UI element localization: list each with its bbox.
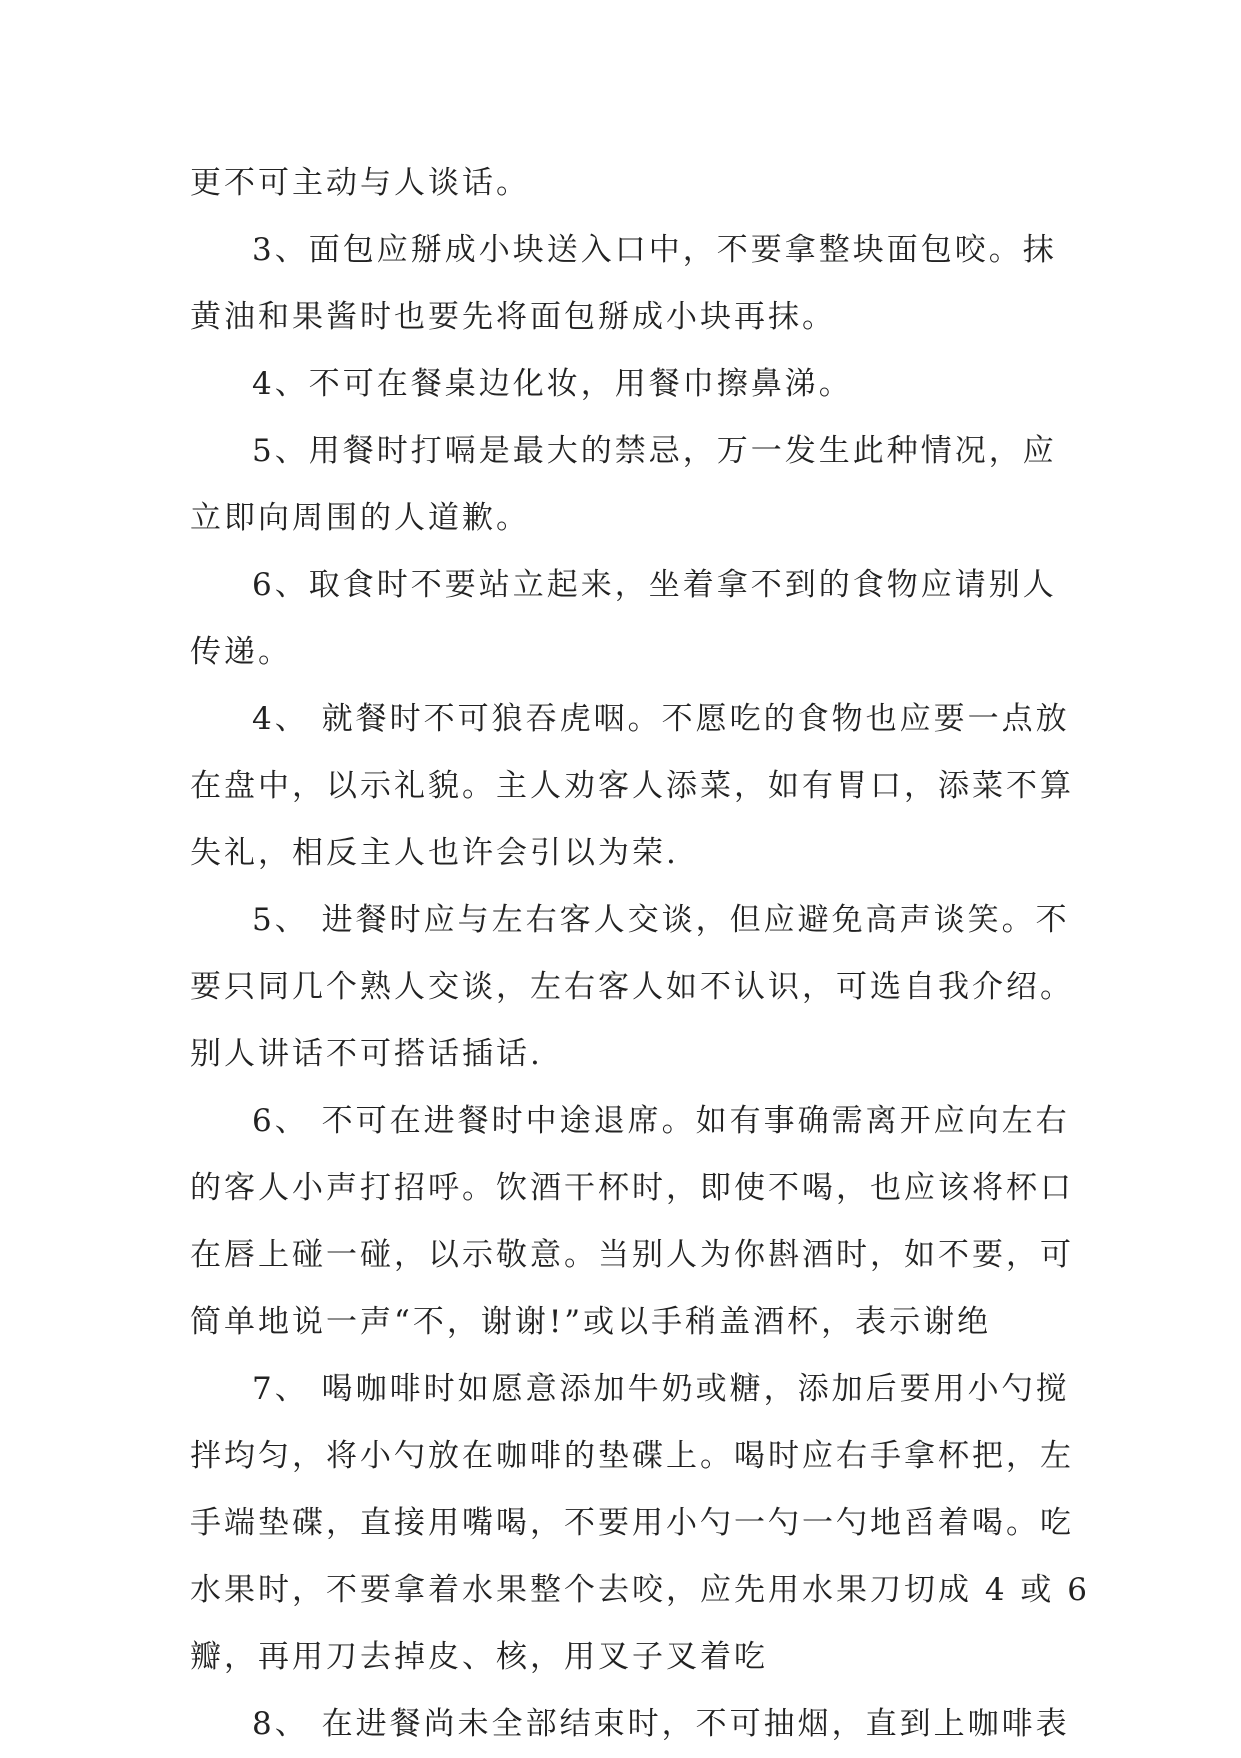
text-line: 更不可主动与人谈话。 <box>190 165 530 201</box>
text-line: 要只同几个熟人交谈，左右客人如不认识，可选自我介绍。 <box>190 969 1074 1005</box>
document-body <box>190 150 1091 1758</box>
text-line: 4、不可在餐桌边化妆，用餐巾擦鼻涕。 <box>252 366 853 402</box>
text-line: 拌均匀，将小勺放在咖啡的垫碟上。喝时应右手拿杯把，左 <box>190 1438 1074 1474</box>
text-line: 简单地说一声“不，谢谢!”或以手稍盖酒杯，表示谢绝 <box>190 1304 992 1340</box>
text-line: 黄油和果酱时也要先将面包掰成小块再抹。 <box>190 299 836 335</box>
text-line: 手端垫碟，直接用嘴喝，不要用小勺一勺一勺地舀着喝。吃 <box>190 1505 1074 1541</box>
text-line: 6、 不可在进餐时中途退席。如有事确需离开应向左右 <box>252 1103 1070 1139</box>
text-line: 5、用餐时打嗝是最大的禁忌，万一发生此种情况，应 <box>252 433 1057 469</box>
text-line: 的客人小声打招呼。饮酒干杯时，即使不喝，也应该将杯口 <box>190 1170 1074 1206</box>
text-line: 6、取食时不要站立起来，坐着拿不到的食物应请别人 <box>252 567 1057 603</box>
text-line: 传递。 <box>190 634 292 670</box>
text-line: 5、 进餐时应与左右客人交谈，但应避免高声谈笑。不 <box>252 902 1070 938</box>
text-line: 在唇上碰一碰，以示敬意。当别人为你斟酒时，如不要，可 <box>190 1237 1074 1273</box>
text-line: 立即向周围的人道歉。 <box>190 500 530 536</box>
text-line: 瓣，再用刀去掉皮、核，用叉子叉着吃 <box>190 1639 768 1675</box>
text-line: 8、 在进餐尚未全部结束时，不可抽烟，直到上咖啡表 <box>252 1706 1070 1742</box>
text-line: 水果时，不要拿着水果整个去咬，应先用水果刀切成 4 或 6 <box>190 1572 1091 1608</box>
text-line: 3、面包应掰成小块送入口中，不要拿整块面包咬。抹 <box>252 232 1057 268</box>
text-line: 在盘中，以示礼貌。主人劝客人添菜，如有胃口，添菜不算 <box>190 768 1074 804</box>
text-line: 失礼，相反主人也许会引以为荣. <box>190 835 679 871</box>
text-line: 7、 喝咖啡时如愿意添加牛奶或糖，添加后要用小勺搅 <box>252 1371 1070 1407</box>
text-line: 4、 就餐时不可狼吞虎咽。不愿吃的食物也应要一点放 <box>252 701 1070 737</box>
text-line: 别人讲话不可搭话插话. <box>190 1036 543 1072</box>
